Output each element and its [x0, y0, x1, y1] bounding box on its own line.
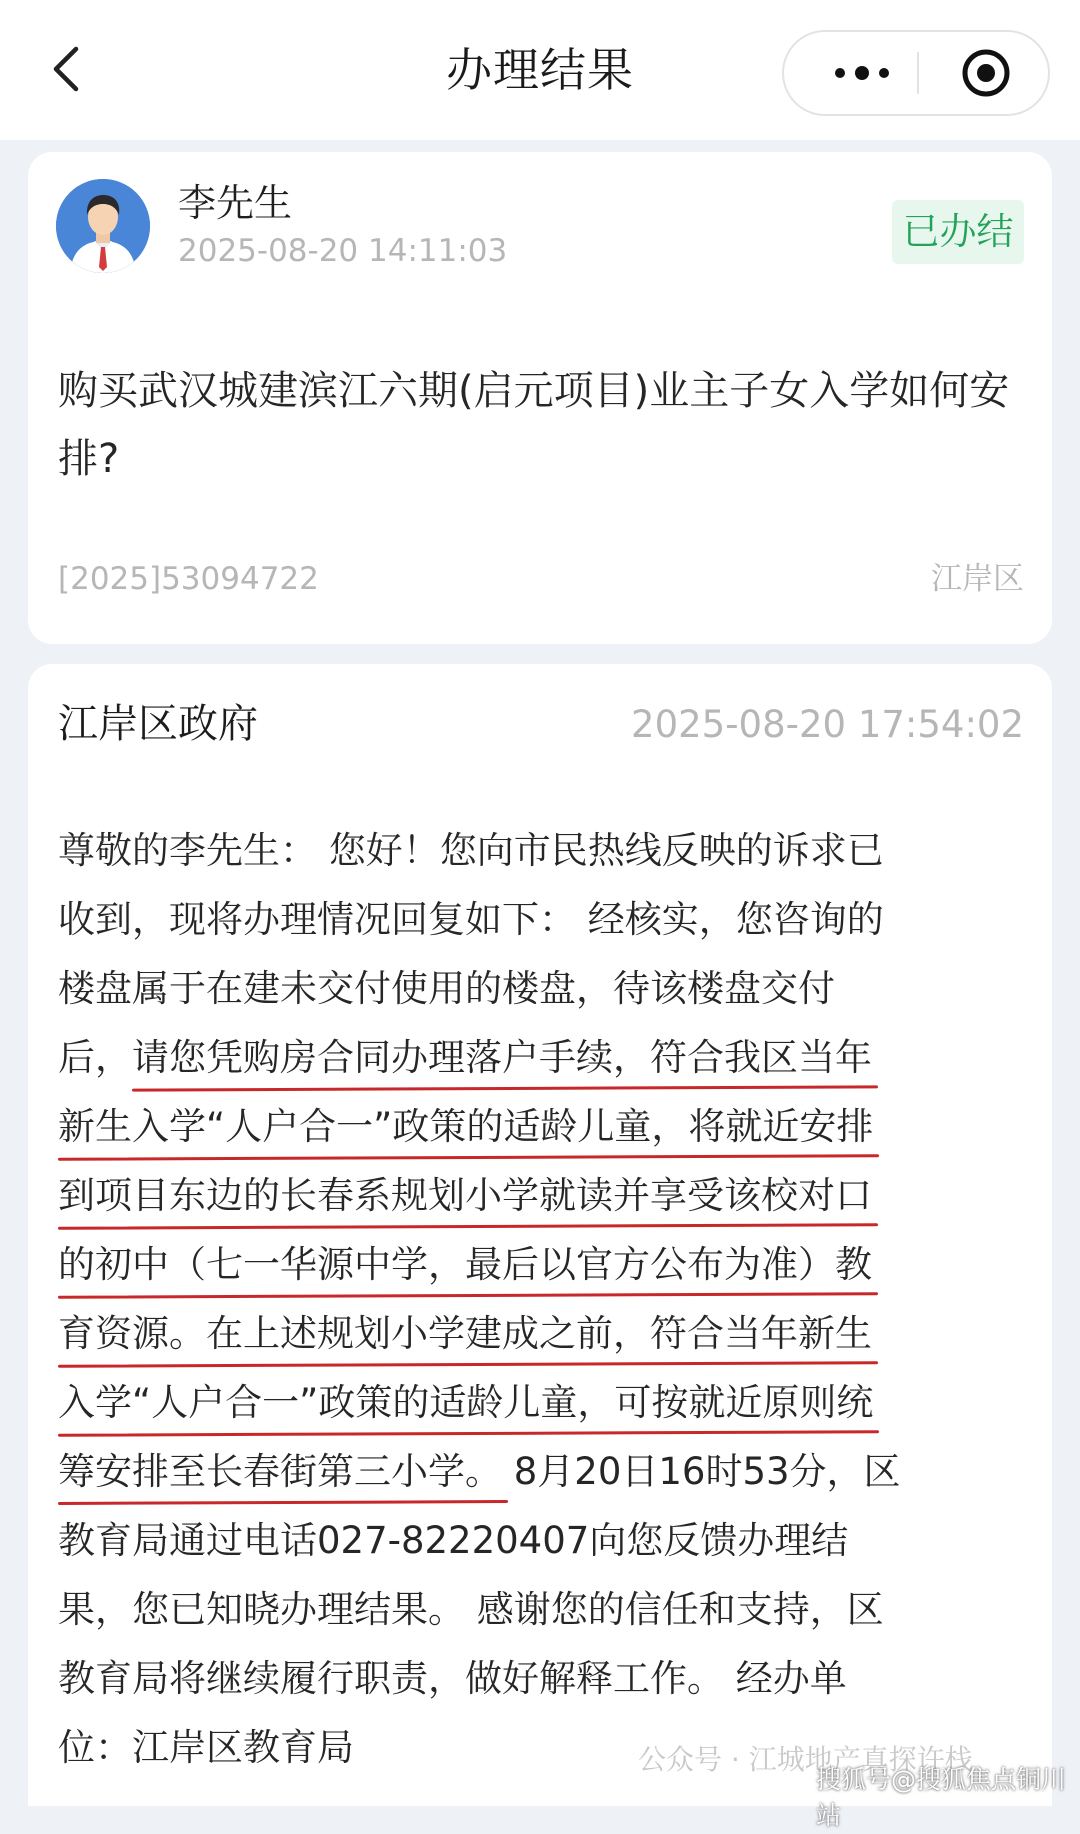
status-badge: 已办结	[892, 200, 1024, 264]
response-line: 尊敬的李先生： 您好！您向市民热线反映的诉求已	[58, 829, 884, 872]
case-number: [2025]53094722	[58, 561, 319, 597]
inquiry-timestamp: 2025-08-20 14:11:03	[178, 233, 508, 269]
response-card	[28, 664, 1052, 1806]
wechat-watermark: 公众号 · 江城地产真探许栈	[638, 1743, 973, 1776]
mini-program-capsule	[782, 30, 1050, 116]
response-line	[58, 1230, 1018, 1299]
response-timestamp: 2025-08-20 17:54:02	[631, 703, 1024, 746]
district-label: 江岸区	[931, 561, 1024, 597]
response-line: 位：江岸区教育局	[58, 1726, 354, 1769]
highlighted-text: 请您凭购房合同办理落户手续，符合我区当年	[132, 1023, 872, 1092]
response-line	[58, 1161, 1018, 1230]
response-line: 收到，现将办理情况回复如下： 经核实，您咨询的	[58, 898, 884, 941]
response-line: 教育局通过电话027-82220407向您反馈办理结	[58, 1519, 849, 1562]
inquiry-question: 购买武汉城建滨江六期(启元项目)业主子女入学如何安排?	[58, 368, 1010, 482]
responder-name: 江岸区政府	[58, 701, 258, 747]
avatar	[56, 179, 150, 273]
close-program-button[interactable]	[936, 32, 1036, 114]
sohu-watermark: 搜狐号@搜狐焦点铜川站	[816, 1765, 1067, 1830]
response-line	[58, 1368, 1018, 1437]
more-button[interactable]	[812, 32, 912, 114]
page-title: 办理结果	[446, 43, 634, 97]
response-line: 筹安排至长春街第三小学。 8月20日16时53分，区	[58, 1437, 1018, 1506]
highlighted-text: 到项目东边的长春系规划小学就读并享受该校对口	[58, 1161, 872, 1230]
target-icon	[960, 47, 1012, 99]
highlighted-text: 的初中（七一华源中学，最后以官方公布为准）教	[58, 1230, 872, 1299]
capsule-divider	[917, 52, 919, 94]
user-avatar-icon	[56, 179, 150, 273]
response-body	[58, 816, 1018, 1782]
response-line: 果，您已知晓办理结果。 感谢您的信任和支持，区	[58, 1588, 884, 1631]
highlighted-text: 育资源。在上述规划小学建成之前，符合当年新生	[58, 1299, 872, 1368]
inquiry-card	[28, 152, 1052, 644]
response-line	[58, 1092, 1018, 1161]
response-line: 楼盘属于在建未交付使用的楼盘，待该楼盘交付	[58, 967, 835, 1010]
navigation-bar	[0, 0, 1080, 140]
response-line	[58, 1299, 1018, 1368]
response-line: 后，请您凭购房合同办理落户手续，符合我区当年	[58, 1023, 1018, 1092]
highlighted-text: 新生入学“人户合一”政策的适龄儿童，将就近安排	[58, 1092, 873, 1161]
highlighted-text: 筹安排至长春街第三小学。	[58, 1437, 502, 1506]
more-dots-icon	[832, 65, 892, 81]
highlighted-text: 入学“人户合一”政策的适龄儿童，可按就近原则统	[58, 1368, 873, 1437]
user-name: 李先生	[178, 181, 293, 225]
response-line: 教育局将继续履行职责，做好解释工作。 经办单	[58, 1657, 847, 1700]
